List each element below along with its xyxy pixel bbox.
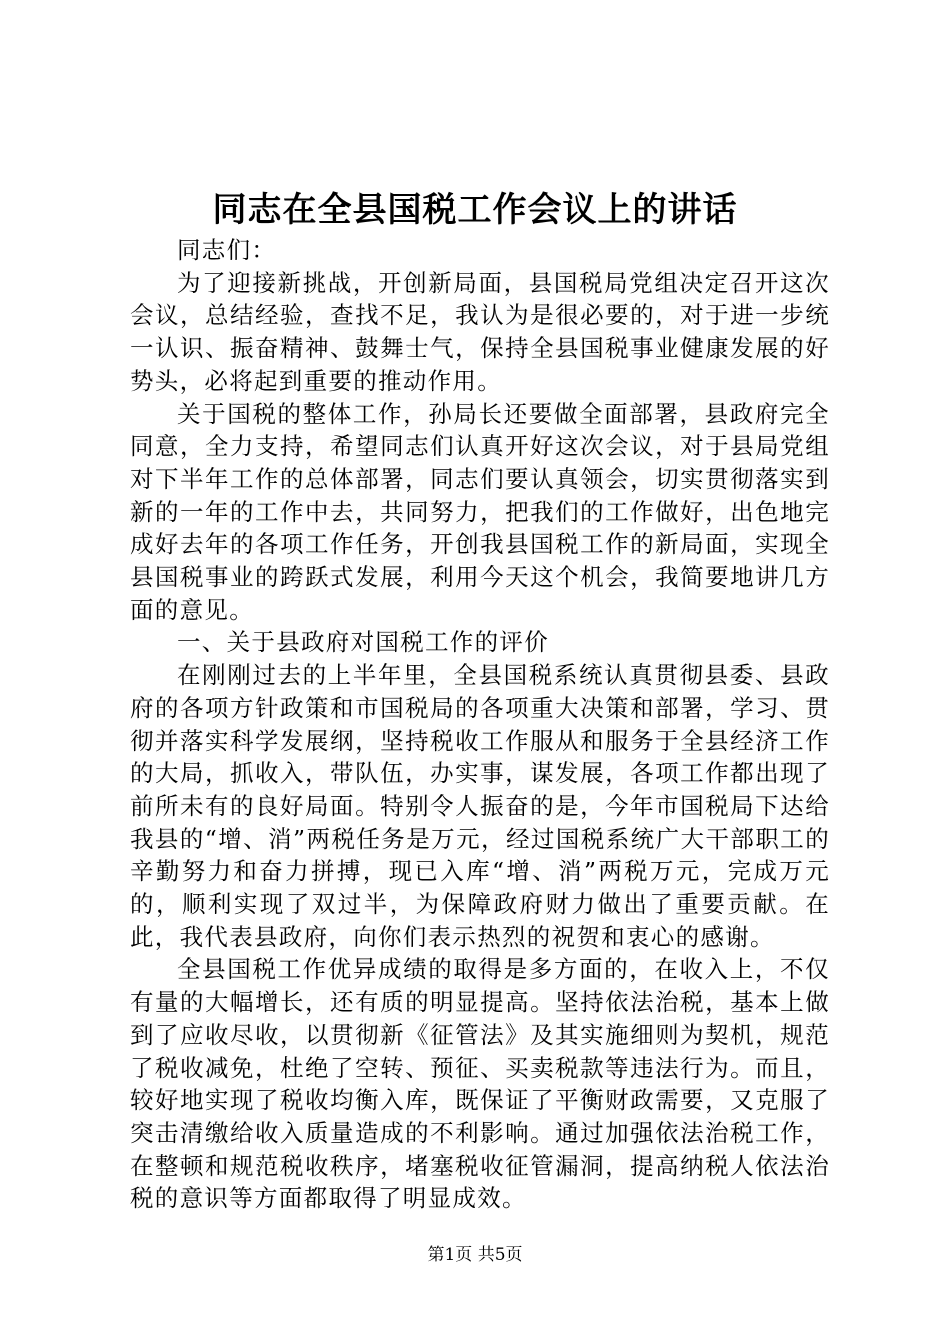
- document-body: [130, 234, 830, 1215]
- page-title: 同志在全县国税工作会议上的讲话: [212, 190, 738, 230]
- salutation-paragraph: 同志们：: [177, 236, 277, 264]
- intro-paragraph: 为了迎接新挑战，开创新局面，县国税局党组决定召开这次会议，总结经验，查找不足，我认为是很必要的，对于进一步统一认识、振奋精神、鼓舞士气，保持全县国税事业健康发展的好势头，必将起到重要的推动作用。: [130, 268, 830, 395]
- page-number-footer: 第1页 共5页: [427, 1245, 523, 1265]
- evaluation-paragraph: 在刚刚过去的上半年里，全县国税系统认真贯彻县委、县政府的各项方针政策和市国税局的各项重大决策和部署，学习、贯彻并落实科学发展纲，坚持税收工作服从和服务于全县经济工作的大局，抓收入，带队伍，办实事，谋发展，各项工作都出现了前所未有的良好局面。特别令人振奋的是，今年市国税局下达给我县的“增、消”两税任务是万元，经过国税系统广大干部职工的辛勤努力和奋力拼搏，现已入库“增、消”两税万元，完成万元的，顺利实现了双过半，为保障政府财力做出了重要贡献。在此，我代表县政府，向你们表示热烈的祝贺和衷心的感谢。: [130, 661, 830, 951]
- overview-paragraph: 关于国税的整体工作，孙局长还要做全面部署，县政府完全同意，全力支持，希望同志们认真开好这次会议，对于县局党组对下半年工作的总体部署，同志们要认真领会，切实贯彻落实到新的一年的工作中去，共同努力，把我们的工作做好，出色地完成好去年的各项工作任务，开创我县国税工作的新局面，实现全县国税事业的跨跃式发展，利用今天这个机会，我简要地讲几方面的意见。: [130, 399, 830, 624]
- section-heading: 一、关于县政府对国税工作的评价: [177, 628, 549, 657]
- achievement-paragraph: 全县国税工作优异成绩的取得是多方面的，在收入上，不仅有量的大幅增长，还有质的明显提高。坚持依法治税，基本上做到了应收尽收，以贯彻新《征管法》及其实施细则为契机，规范了税收减免，杜绝了空转、预征、买卖税款等违法行为。而且，较好地实现了税收均衡入库，既保证了平衡财政需要，又克服了突击清缴给收入质量造成的不利影响。通过加强依法治税工作，在整顿和规范税收秩序，堵塞税收征管漏洞，提高纳税人依法治税的意识等方面都取得了明显成效。: [130, 955, 830, 1213]
